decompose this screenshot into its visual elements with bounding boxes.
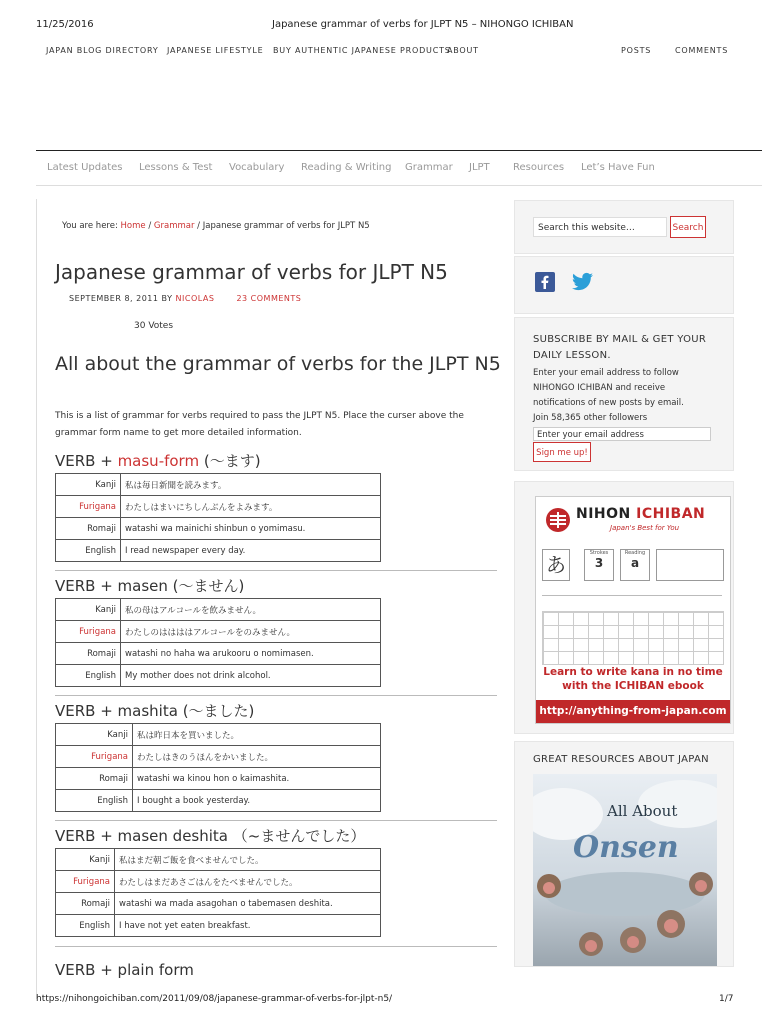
- ad-brand-second: ICHIBAN: [636, 506, 706, 522]
- row-label: Kanji: [56, 599, 121, 621]
- row-label: Romaji: [56, 768, 133, 790]
- table-row: [56, 893, 381, 915]
- section-divider: [55, 695, 497, 696]
- table-row: [56, 915, 381, 937]
- section-heading: VERB + mashita (〜ました): [55, 702, 255, 720]
- grammar-table: [55, 598, 381, 687]
- row-value: わたしのははははアルコールをのみません。: [121, 621, 381, 643]
- table-row: [56, 790, 381, 812]
- row-value: watashi wa kinou hon o kaimashita.: [133, 768, 381, 790]
- subscribe-text: [533, 366, 713, 426]
- top-nav-item[interactable]: JAPANESE LIFESTYLE: [167, 46, 264, 55]
- row-label: English: [56, 665, 121, 687]
- footer-url: https://nihongoichiban.com/2011/09/08/japanese-grammar-of-verbs-for-jlpt-n5/: [36, 994, 393, 1004]
- furigana-label[interactable]: Furigana: [56, 746, 133, 768]
- breadcrumb-prefix: You are here:: [62, 221, 121, 231]
- section-heading: [55, 450, 261, 471]
- ad-brand-first: NIHON: [576, 506, 631, 522]
- row-value: watashi wa mada asagohan o tabemasen deshita.: [115, 893, 381, 915]
- intro-text: This is a list of grammar for verbs required to pass the JLPT N5. Place the curser above the grammar form name to get more detailed information.: [55, 411, 464, 438]
- row-label: Romaji: [56, 518, 121, 540]
- facebook-icon[interactable]: [535, 272, 555, 292]
- main-nav-item[interactable]: Lessons & Test: [139, 162, 213, 173]
- row-value: watashi no haha wa arukooru o nomimasen.: [121, 643, 381, 665]
- main-nav-item[interactable]: Reading & Writing: [301, 162, 392, 173]
- row-value: I read newspaper every day.: [121, 540, 381, 562]
- table-row: [56, 599, 381, 621]
- row-label: Kanji: [56, 849, 115, 871]
- strokes-label: Strokes: [589, 550, 609, 556]
- section-heading-text: VERB +: [55, 452, 118, 470]
- table-row: [56, 518, 381, 540]
- followers-count: Join 58,365 other followers: [533, 413, 648, 423]
- onsen-banner[interactable]: [533, 774, 717, 966]
- ad-brand: [576, 506, 705, 522]
- row-value: watashi wa mainichi shinbun o yomimasu.: [121, 518, 381, 540]
- content-border: [36, 199, 37, 999]
- search-button[interactable]: Search: [670, 216, 706, 238]
- row-label: Kanji: [56, 724, 133, 746]
- subscribe-description: Enter your email address to follow NIHONGO ICHIBAN and receive notifications of new posts by email.: [533, 368, 684, 408]
- kana-box: あ: [542, 549, 570, 581]
- table-row: [56, 643, 381, 665]
- breadcrumb-grammar-link[interactable]: Grammar: [153, 221, 195, 231]
- breadcrumb-separator: /: [194, 221, 203, 231]
- subscribe-widget: [514, 317, 734, 471]
- social-widget: [514, 256, 734, 314]
- table-row: [56, 621, 381, 643]
- row-value: 私の母はアルコールを飲みません。: [121, 599, 381, 621]
- masu-form-link[interactable]: masu-form: [117, 452, 200, 470]
- section-heading: VERB + masen (〜ません): [55, 577, 245, 595]
- main-nav-item[interactable]: Vocabulary: [229, 162, 285, 173]
- row-value: わたしはきのうほんをかいました。: [133, 746, 381, 768]
- ad-url[interactable]: http://anything-from-japan.com: [536, 700, 730, 723]
- strokes-box: [584, 549, 614, 581]
- reading-value: a: [630, 556, 640, 570]
- section-heading-suffix: (〜ます): [199, 452, 261, 470]
- table-row: [56, 746, 381, 768]
- grammar-table: [55, 473, 381, 562]
- variations-box: [656, 549, 724, 581]
- strokes-value: 3: [594, 556, 604, 570]
- twitter-icon[interactable]: [571, 271, 595, 293]
- section-divider: [55, 946, 497, 947]
- section-divider: [55, 820, 497, 821]
- footer-page: 1/7: [719, 994, 734, 1004]
- row-label: English: [56, 540, 121, 562]
- row-value: 私は毎日新聞を読みます。: [121, 474, 381, 496]
- table-row: [56, 849, 381, 871]
- furigana-label[interactable]: Furigana: [56, 496, 121, 518]
- article-heading: All about the grammar of verbs for the JLPT N5: [55, 353, 501, 375]
- post-date: SEPTEMBER 8, 2011: [69, 294, 159, 303]
- main-nav-item[interactable]: Latest Updates: [47, 162, 123, 173]
- row-label: Kanji: [56, 474, 121, 496]
- row-label: Romaji: [56, 643, 121, 665]
- post-meta: [69, 294, 301, 303]
- author-link[interactable]: NICOLAS: [175, 294, 215, 303]
- top-nav-item[interactable]: COMMENTS: [675, 46, 729, 55]
- row-value: I have not yet eaten breakfast.: [115, 915, 381, 937]
- ad-widget: [514, 481, 734, 734]
- row-value: I bought a book yesterday.: [133, 790, 381, 812]
- post-by: BY: [158, 294, 176, 303]
- row-value: My mother does not drink alcohol.: [121, 665, 381, 687]
- table-row: [56, 474, 381, 496]
- furigana-label[interactable]: Furigana: [56, 871, 115, 893]
- onsen-top-text: All About: [607, 802, 678, 820]
- resources-widget: [514, 741, 734, 967]
- ichiban-logo-icon: [545, 507, 571, 533]
- sign-up-button[interactable]: Sign me up!: [533, 442, 591, 462]
- main-nav-item[interactable]: Resources: [513, 162, 565, 173]
- main-nav-item[interactable]: Let’s Have Fun: [581, 162, 655, 173]
- breadcrumb-home-link[interactable]: Home: [120, 221, 146, 231]
- row-value: 私は昨日本を買いました。: [133, 724, 381, 746]
- row-label: English: [56, 790, 133, 812]
- table-row: [56, 665, 381, 687]
- row-value: わたしはまだあさごはんをたべませんでした。: [115, 871, 381, 893]
- top-nav-item[interactable]: ABOUT: [447, 46, 479, 55]
- main-nav: [36, 150, 762, 186]
- table-row: [56, 768, 381, 790]
- grammar-table: [55, 848, 381, 937]
- page-title: Japanese grammar of verbs for JLPT N5: [55, 260, 448, 284]
- ad-tagline: Japan's Best for You: [610, 524, 680, 532]
- ichiban-ebook-ad[interactable]: [535, 496, 731, 724]
- breadcrumb: [62, 221, 370, 231]
- search-widget: [514, 200, 734, 254]
- comments-link[interactable]: 23 COMMENTS: [236, 294, 302, 303]
- main-nav-item[interactable]: JLPT: [469, 162, 490, 173]
- row-value: わたしはまいにちしんぶんをよみます。: [121, 496, 381, 518]
- section-heading: VERB + plain form: [55, 961, 194, 979]
- top-nav-item[interactable]: JAPAN BLOG DIRECTORY: [46, 46, 159, 55]
- row-label: English: [56, 915, 115, 937]
- breadcrumb-current: Japanese grammar of verbs for JLPT N5: [202, 221, 370, 231]
- print-title: Japanese grammar of verbs for JLPT N5 – NIHONGO ICHIBAN: [272, 19, 574, 30]
- resources-title: GREAT RESOURCES ABOUT JAPAN: [533, 754, 709, 765]
- row-label: Romaji: [56, 893, 115, 915]
- reading-label: Reading: [624, 550, 646, 556]
- votes-count: 30 Votes: [134, 321, 174, 331]
- breadcrumb-separator: /: [145, 221, 154, 231]
- print-date: 11/25/2016: [36, 19, 94, 30]
- main-nav-item[interactable]: Grammar: [405, 162, 453, 173]
- section-divider: [55, 570, 497, 571]
- email-field[interactable]: Enter your email address: [533, 427, 711, 441]
- kana-practice-grid: [542, 611, 724, 665]
- table-row: [56, 724, 381, 746]
- search-input[interactable]: Search this website…: [533, 217, 667, 237]
- ad-cta: Learn to write kana in no time with the ICHIBAN ebook: [543, 666, 723, 692]
- top-nav-item[interactable]: POSTS: [621, 46, 652, 55]
- subscribe-title: SUBSCRIBE BY MAIL & GET YOUR DAILY LESSON.: [533, 334, 707, 361]
- section-heading: VERB + masen deshita （~ませんでした）: [55, 827, 366, 845]
- furigana-label[interactable]: Furigana: [56, 621, 121, 643]
- table-row: [56, 496, 381, 518]
- row-value: 私はまだ朝ご飯を食べませんでした。: [115, 849, 381, 871]
- table-row: [56, 871, 381, 893]
- onsen-main-text: Onsen: [573, 830, 679, 865]
- table-row: [56, 540, 381, 562]
- reading-box: [620, 549, 650, 581]
- top-nav-item[interactable]: BUY AUTHENTIC JAPANESE PRODUCTS: [273, 46, 451, 55]
- ad-divider: [542, 595, 722, 596]
- grammar-table: [55, 723, 381, 812]
